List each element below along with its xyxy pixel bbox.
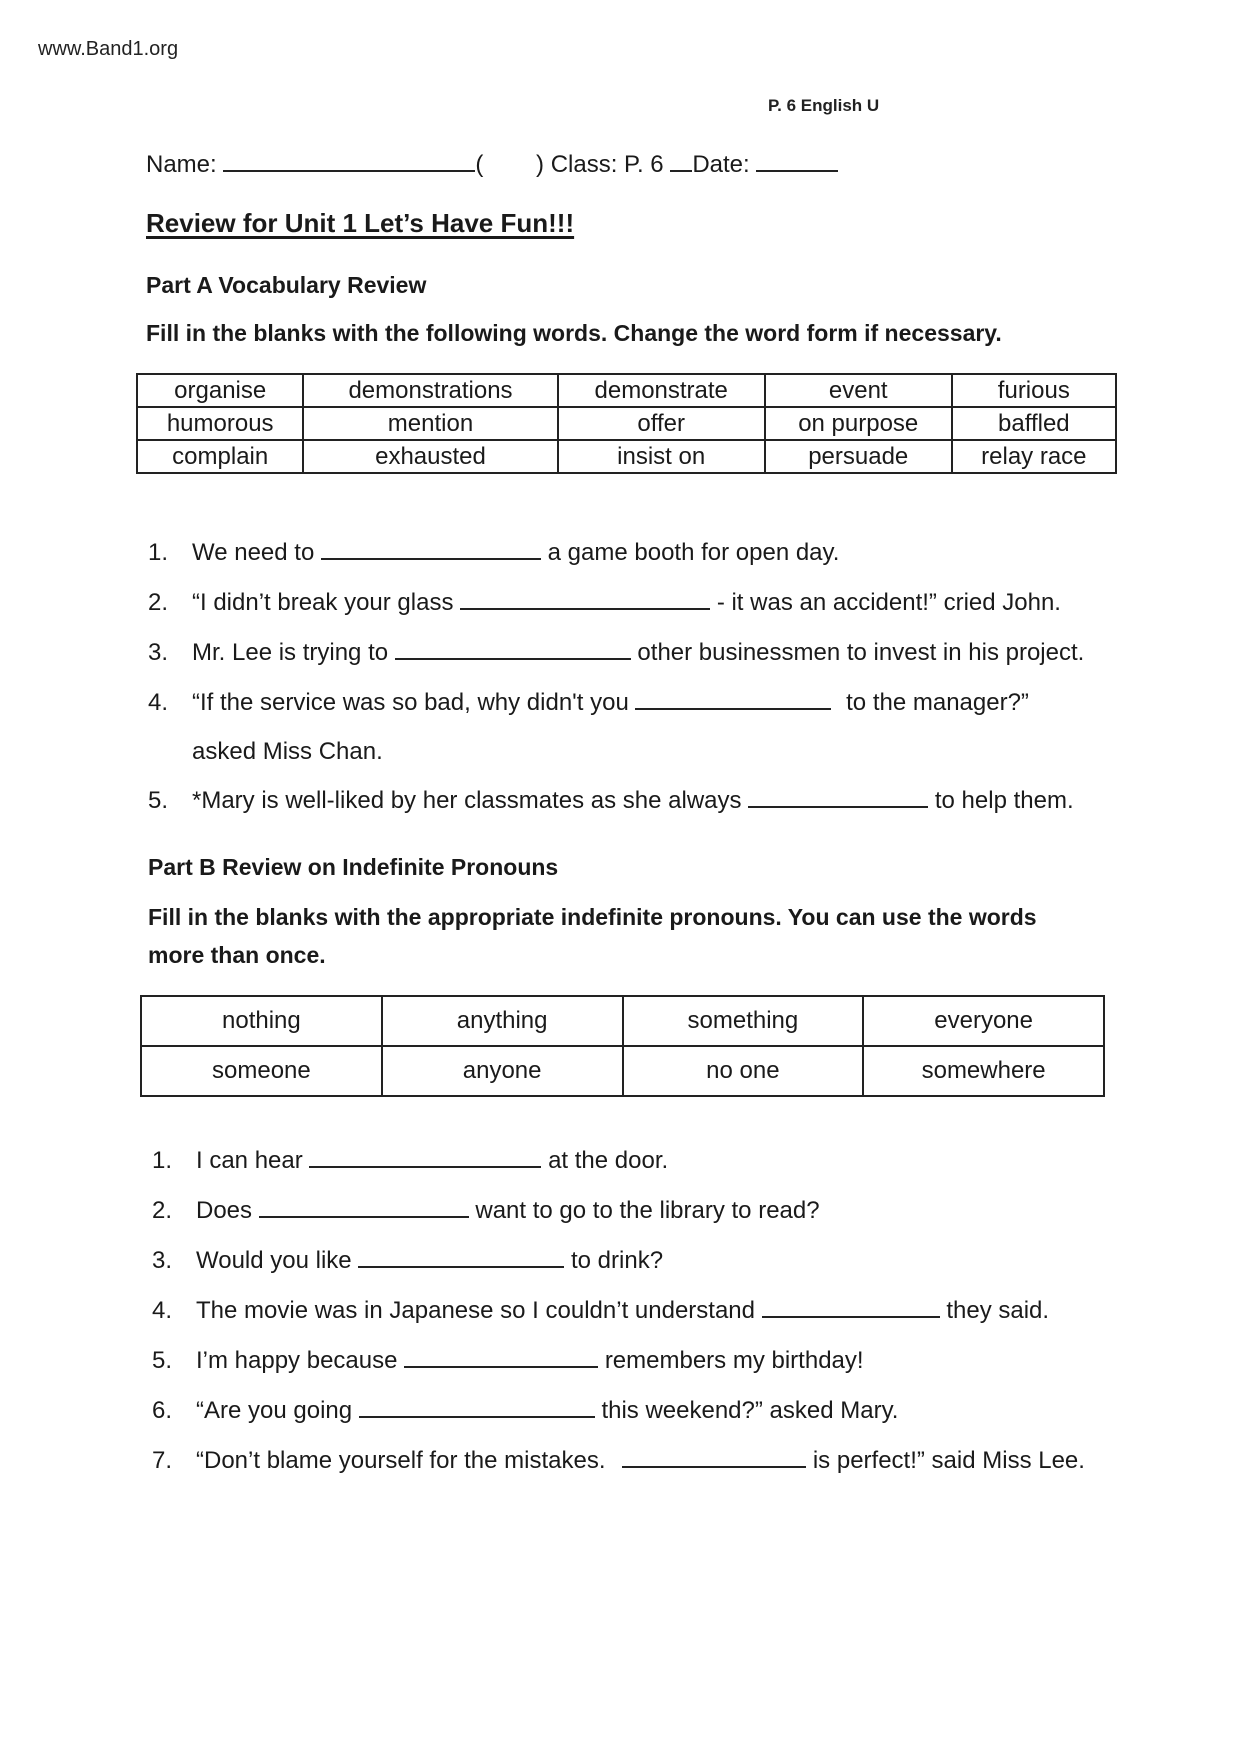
table-row	[137, 440, 1116, 473]
name-blank[interactable]	[223, 150, 475, 172]
part-a-question-4: 4. “If the service was so bad, why didn't you to the manager?”	[148, 689, 1029, 716]
word-cell: on purpose	[765, 407, 952, 440]
page-title: Review for Unit 1 Let’s Have Fun!!!	[146, 208, 575, 238]
answer-blank[interactable]	[309, 1146, 541, 1168]
word-cell: humorous	[137, 407, 303, 440]
part-b-instruction-line-2: more than once.	[148, 942, 326, 968]
answer-blank[interactable]	[395, 638, 631, 660]
part-b-instruction-line-1: Fill in the blanks with the appropriate indefinite pronouns. You can use the words	[148, 904, 1037, 930]
pronoun-word-table	[140, 995, 1105, 1097]
word-cell: nothing	[141, 996, 382, 1046]
class-label: ) Class: P. 6	[536, 151, 664, 178]
word-cell: mention	[303, 407, 557, 440]
word-cell: insist on	[558, 440, 765, 473]
word-cell: persuade	[765, 440, 952, 473]
word-cell: relay race	[952, 440, 1116, 473]
student-info-line	[146, 150, 838, 179]
word-cell: demonstrations	[303, 374, 557, 407]
part-b-question-5: 5. I’m happy because remembers my birthday!	[152, 1347, 864, 1374]
word-cell: organise	[137, 374, 303, 407]
vocabulary-word-table	[136, 373, 1117, 474]
table-row	[137, 374, 1116, 407]
part-a-instruction: Fill in the blanks with the following words. Change the word form if necessary.	[146, 320, 1002, 346]
date-label: Date:	[692, 151, 750, 178]
word-cell: no one	[623, 1046, 864, 1096]
paren-open: (	[475, 151, 484, 178]
word-cell: furious	[952, 374, 1116, 407]
word-cell: someone	[141, 1046, 382, 1096]
part-b-question-6: 6. “Are you going this weekend?” asked Mary.	[152, 1397, 899, 1424]
answer-blank[interactable]	[404, 1346, 598, 1368]
part-a-question-5: 5. *Mary is well-liked by her classmates as she always to help them.	[148, 787, 1074, 814]
table-row	[137, 407, 1116, 440]
word-cell: baffled	[952, 407, 1116, 440]
part-b-question-3: 3. Would you like to drink?	[152, 1247, 664, 1274]
part-b-question-2: 2. Does want to go to the library to read?	[152, 1197, 820, 1224]
part-b-question-7: 7. “Don’t blame yourself for the mistakes. is perfect!” said Miss Lee.	[152, 1447, 1085, 1474]
word-cell: event	[765, 374, 952, 407]
answer-blank[interactable]	[762, 1296, 940, 1318]
part-b-heading: Part B Review on Indefinite Pronouns	[148, 854, 559, 880]
part-a-heading: Part A Vocabulary Review	[146, 272, 427, 298]
word-cell: anything	[382, 996, 623, 1046]
answer-blank[interactable]	[622, 1446, 806, 1468]
word-cell: complain	[137, 440, 303, 473]
part-a-question-4-continuation: asked Miss Chan.	[192, 738, 383, 765]
answer-blank[interactable]	[748, 786, 928, 808]
word-cell: exhausted	[303, 440, 557, 473]
name-label: Name:	[146, 151, 217, 178]
answer-blank[interactable]	[358, 1246, 564, 1268]
part-a-question-1: 1. We need to a game booth for open day.	[148, 539, 840, 566]
table-row	[141, 1046, 1104, 1096]
part-a-question-3: 3. Mr. Lee is trying to other businessmen to invest in his project.	[148, 639, 1085, 666]
course-code: P. 6 English U	[768, 96, 880, 115]
answer-blank[interactable]	[635, 688, 831, 710]
answer-blank[interactable]	[359, 1396, 595, 1418]
site-watermark: www.Band1.org	[38, 38, 179, 60]
date-blank[interactable]	[756, 150, 838, 172]
answer-blank[interactable]	[460, 588, 710, 610]
word-cell: anyone	[382, 1046, 623, 1096]
part-b-question-1: 1. I can hear at the door.	[152, 1147, 669, 1174]
class-section-blank[interactable]	[670, 150, 692, 172]
answer-blank[interactable]	[321, 538, 541, 560]
word-cell: offer	[558, 407, 765, 440]
word-cell: everyone	[863, 996, 1104, 1046]
part-b-question-4: 4. The movie was in Japanese so I couldn’t understand they said.	[152, 1297, 1050, 1324]
word-cell: demonstrate	[558, 374, 765, 407]
part-a-question-2: 2. “I didn’t break your glass - it was an accident!” cried John.	[148, 589, 1061, 616]
word-cell: somewhere	[863, 1046, 1104, 1096]
word-cell: something	[623, 996, 864, 1046]
answer-blank[interactable]	[259, 1196, 469, 1218]
table-row	[141, 996, 1104, 1046]
